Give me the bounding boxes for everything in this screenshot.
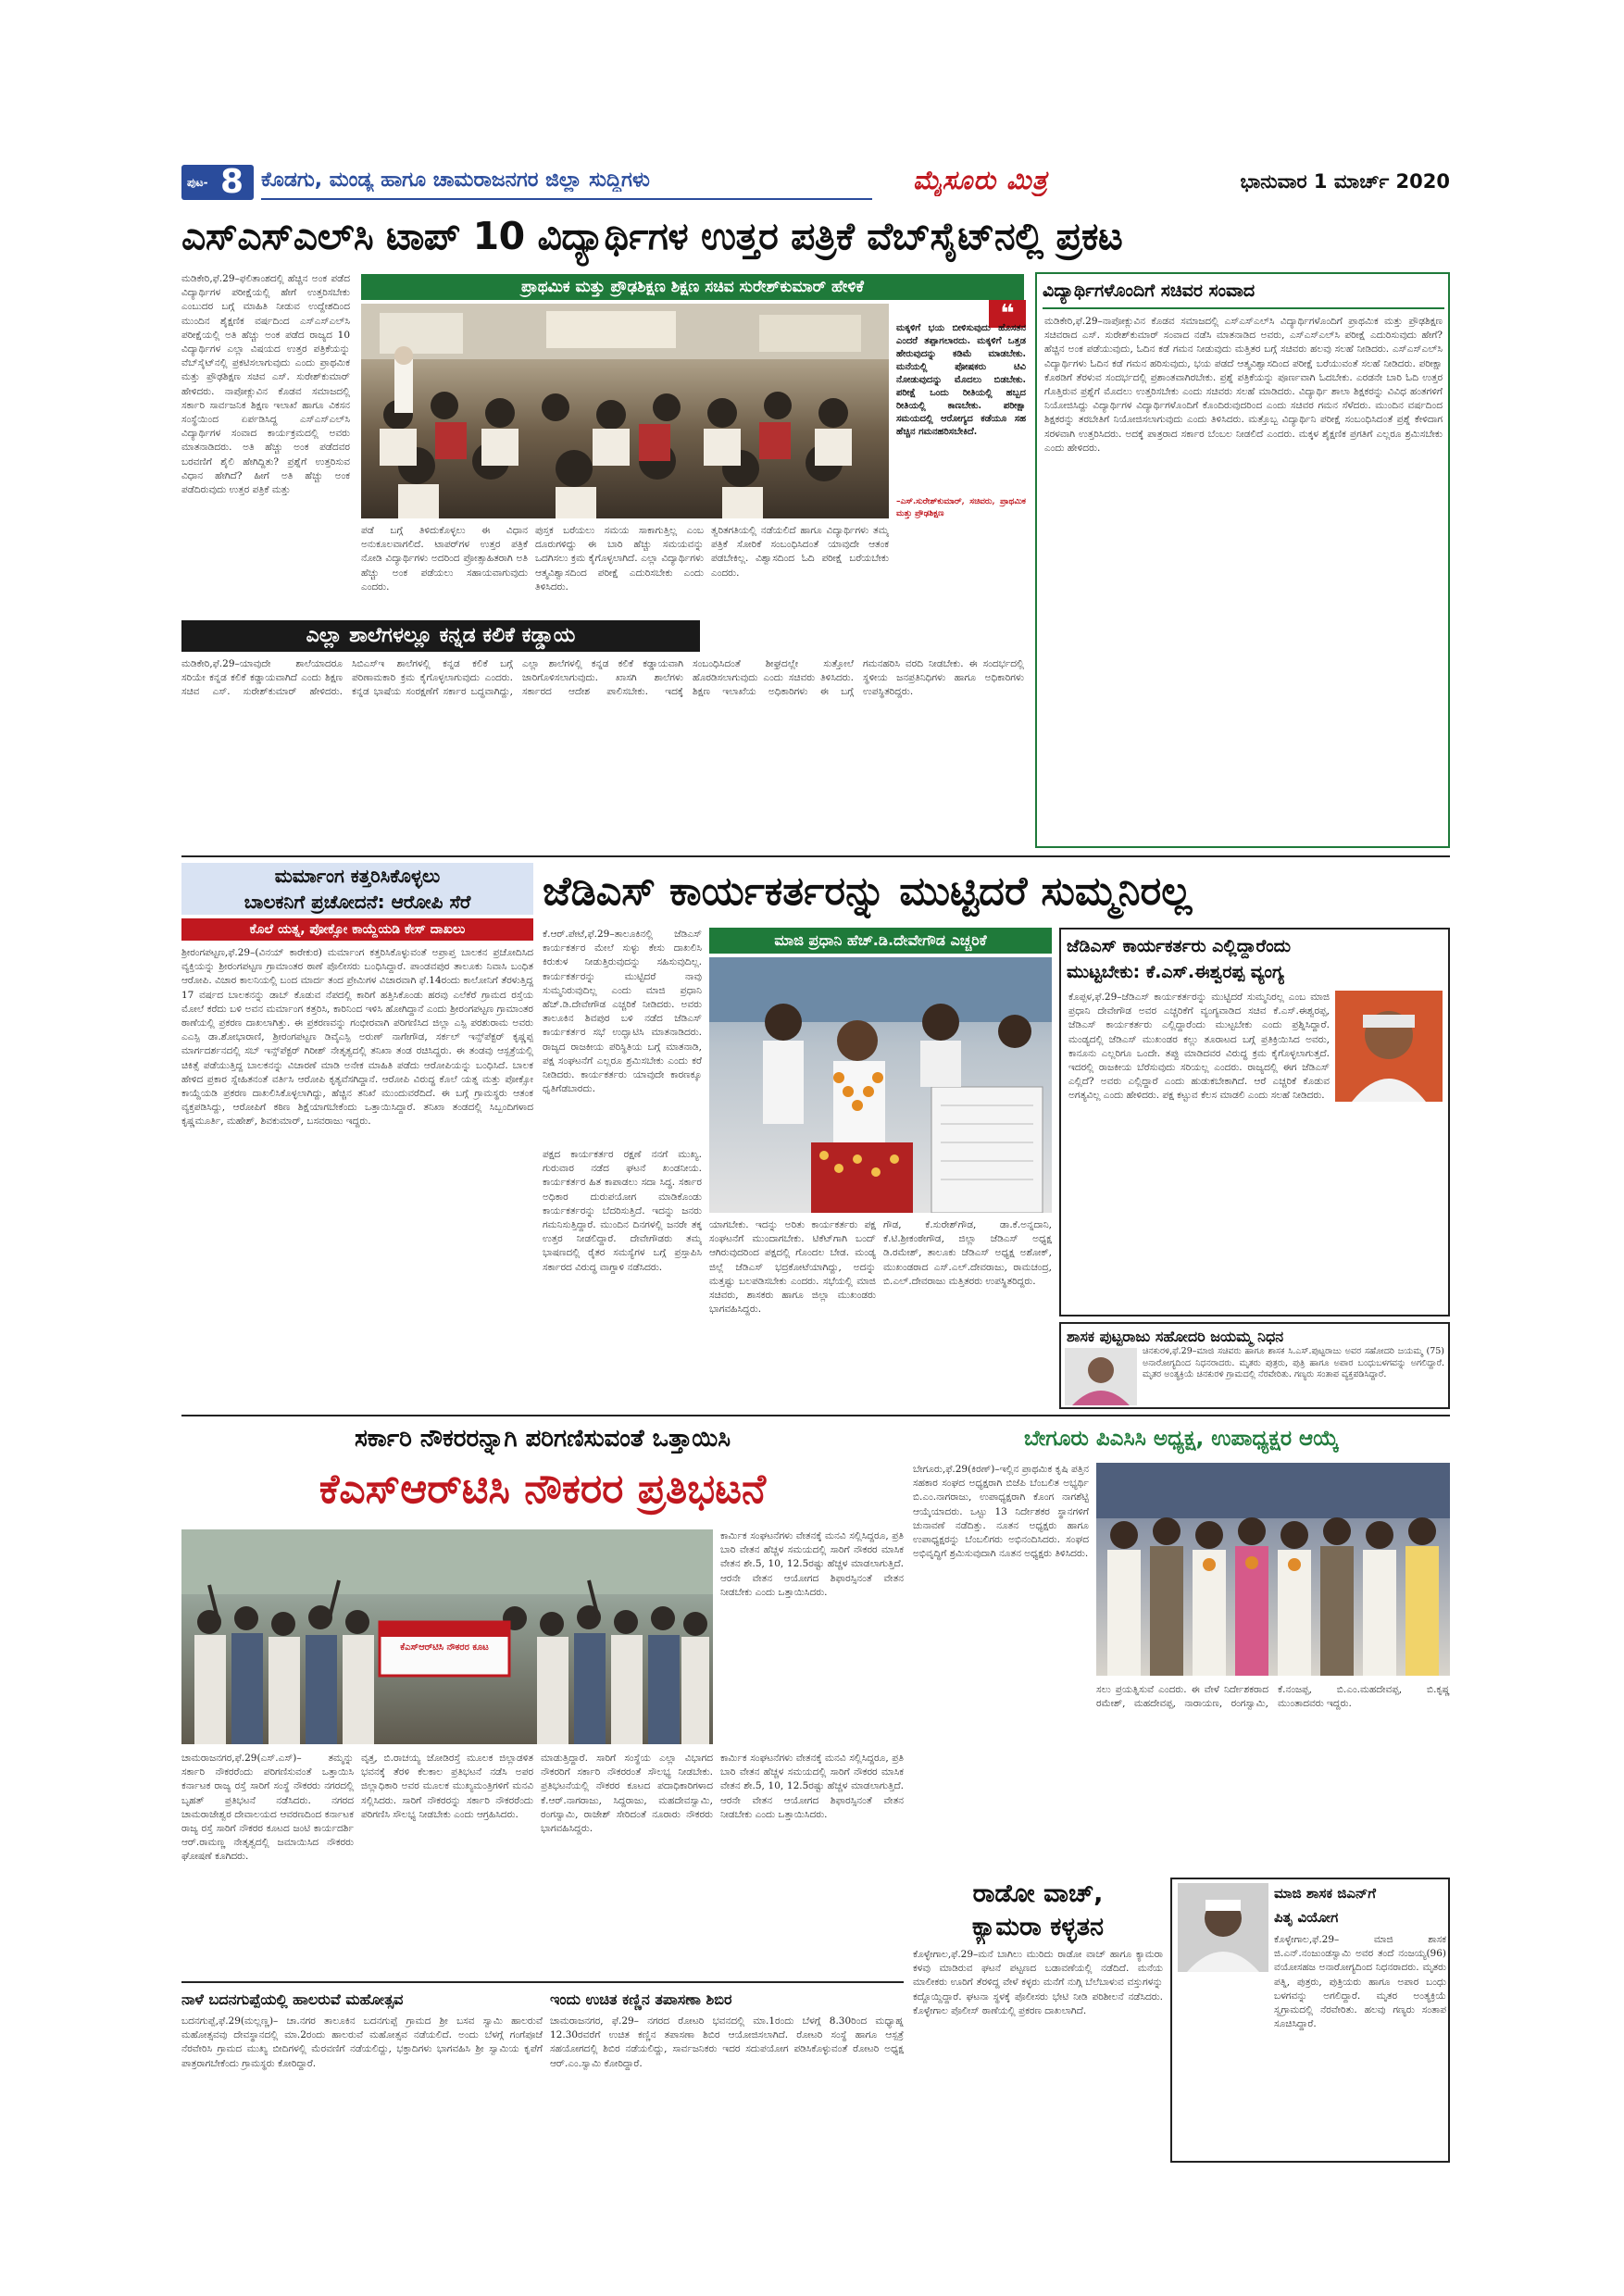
minister-quote-box [896, 300, 1026, 535]
minister-dialogue-box [1035, 272, 1450, 848]
festival-headline: ನಾಳೆ ಬದನಗುಪ್ಪೆಯಲ್ಲಿ ಹಾಲರುವೆ ಮಹೋತ್ಸವ [181, 1990, 404, 2008]
eshwarappa-headline-1: ಜೆಡಿಎಸ್ ಕಾರ್ಯಕರ್ತರು ಎಲ್ಲಿದ್ದಾರೆಂದು [1067, 936, 1291, 956]
eshwarappa-text: ಕೊಪ್ಪಳ,ಫೆ.29–ಜೆಡಿಎಸ್ ಕಾರ್ಯಕರ್ತರನ್ನು ಮುಟ್ಟಿದರೆ ಸುಮ್ಮನಿರಲ್ಲ ಎಂಬ ಮಾಜಿ ಪ್ರಧಾನಿ ದೇವೇಗೌಡ ಅವರ ಎಚ್ಚರಿಕೆಗೆ ವ್ಯಂಗ್ಯವಾಡಿದ ಸಚಿವ ಕೆ.ಎಸ್.ಈಶ್ವರಪ್ಪ, ಜೆಡಿಎಸ್ ಕಾರ್ಯಕರ್ತರು ಎಲ್ಲಿದ್ದಾರೆಂದು ಮುಟ್ಟಬೇಕು ಎಂದು ಪ್ರಶ್ನಿಸಿದ್ದಾರೆ. ಮಂಡ್ಯದಲ್ಲಿ ಜೆಡಿಎಸ್ ಮುಖಂಡರ ಕಲ್ಲು ತೂರಾಟದ ಬಗ್ಗೆ ಪ್ರತಿಕ್ರಿಯಿಸಿದ ಅವರು, ಕಾನೂನು ಎಲ್ಲರಿಗೂ ಒಂದೇ. ತಪ್ಪು ಮಾಡಿದವರ ವಿರುದ್ಧ ಕ್ರಮ ಕೈಗೊಳ್ಳಲಾಗುತ್ತದೆ. ಇದರಲ್ಲಿ ರಾಜಕೀಯ ಬೆರೆಸುವುದು ಸರಿಯಲ್ಲ ಎಂದರು. ರಾಜ್ಯದಲ್ಲಿ ಈಗ ಜೆಡಿಎಸ್ ಎಲ್ಲಿದೆ? ಅವರು ಎಲ್ಲಿದ್ದಾರೆ ಎಂದು ಹುಡುಕಬೇಕಾಗಿದೆ. ಆರೆ ಎಚ್ಚರಿಕೆ ಕೊಡುವ ಅಗತ್ಯವಿಲ್ಲ ಎಂದು ಹೇಳಿದರು. ಪಕ್ಷ ಕಟ್ಟುವ ಕೆಲಸ ಮಾಡಲಿ ಎಂದು ಸಲಹೆ ನೀಡಿದರು. [1068, 992, 1330, 1102]
eshwarappa-headline-2: ಮುಟ್ಟಬೇಕು: ಕೆ.ಎಸ್.ಈಶ್ವರಪ್ಪ ವ್ಯಂಗ್ಯ [1067, 962, 1284, 982]
jn-obit-box [1170, 1878, 1450, 2163]
portrait-illustration [1335, 991, 1443, 1102]
rally-stage-illustration [709, 957, 1052, 1213]
sslc-text-col3: ಪುಸ್ತಕ ಬರೆಯಲು ಸಮಯ ಸಾಕಾಗುತ್ತಿಲ್ಲ ಎಂಬ ದೂರುಗಳಿದ್ದು ಈ ಬಾರಿ ಹೆಚ್ಚು ಸಮಯವನ್ನು ಒದಗಿಸಲು ಕ್ರಮ ಕೈಗೊಳ್ಳಲಾಗಿದೆ. ಎಲ್ಲಾ ವಿದ್ಯಾರ್ಥಿಗಳು ಆತ್ಮವಿಶ್ವಾಸದಿಂದ ಪರೀಕ್ಷೆ ಎದುರಿಸಬೇಕು ಎಂದು ತಿಳಿಸಿದರು. [535, 525, 704, 593]
begur-text-left: ಬೇಗೂರು,ಫೆ.29(ಕಿರಣ್)–ಇಲ್ಲಿನ ಪ್ರಾಥಮಿಕ ಕೃಷಿ ಪತ್ತಿನ ಸಹಕಾರ ಸಂಘದ ಅಧ್ಯಕ್ಷರಾಗಿ ಬಿಜೆಪಿ ಬೆಂಬಲಿತ ಅಭ್ಯರ್ಥಿ ಬಿ.ಎಂ.ನಾಗರಾಜು, ಉಪಾಧ್ಯಕ್ಷರಾಗಿ ಕೊಂಗ ನಾಗಶೆಟ್ಟಿ ಆಯ್ಕೆಯಾದರು. ಒಟ್ಟು 13 ನಿರ್ದೇಶಕರ ಸ್ಥಾನಗಳಿಗೆ ಚುನಾವಣೆ ನಡೆದಿತ್ತು. ನೂತನ ಅಧ್ಯಕ್ಷರು ಹಾಗೂ ಉಪಾಧ್ಯಕ್ಷರನ್ನು ಬೆಂಬಲಿಗರು ಅಭಿನಂದಿಸಿದರು. ಸಂಘದ ಅಭಿವೃದ್ಧಿಗೆ ಶ್ರಮಿಸುವುದಾಗಿ ನೂತನ ಅಧ್ಯಕ್ಷರು ತಿಳಿಸಿದರು. [913, 1464, 1089, 1560]
quote-attribution: –ಎಸ್.ಸುರೇಶ್‌ಕುಮಾರ್, ಸಚಿವರು, ಪ್ರಾಥಮಿಕ ಮತ್ತು ಪ್ರೌಢಶಿಕ್ಷಣ [896, 497, 1026, 518]
issue-date: ಭಾನುವಾರ 1 ಮಾರ್ಚ್ 2020 [1240, 170, 1450, 193]
headline-sslc: ಎಸ್‌ಎಸ್‌ಎಲ್‌ಸಿ ಟಾಪ್ 10 ವಿದ್ಯಾರ್ಥಿಗಳ ಉತ್ತರ ಪತ್ರಿಕೆ ವೆಬ್‌ಸೈಟ್‌ನಲ್ಲಿ ಪ್ರಕಟ [181, 214, 1123, 258]
sslc-text-col4: ತ್ವರಿತಗತಿಯಲ್ಲಿ ನಡೆಯಲಿದೆ ಹಾಗೂ ವಿದ್ಯಾರ್ಥಿಗಳು ತಮ್ಮ ಪತ್ರಿಕೆ ಸೋರಿಕೆ ಸಂಬಂಧಿಸಿದಂತೆ ಯಾವುದೇ ಆತಂಕ ಪಡಬೇಕಿಲ್ಲ. ವಿಶ್ವಾಸದಿಂದ ಓದಿ ಪರೀಕ್ಷೆ ಬರೆಯಬೇಕು ಎಂದರು. [711, 525, 889, 579]
radio-text: ಕೊಳ್ಳೇಗಾಲ,ಫೆ.29–ಮನೆ ಬಾಗಿಲು ಮುರಿದು ರಾಡೋ ವಾಚ್ ಹಾಗೂ ಕ್ಯಾಮರಾ ಕಳವು ಮಾಡಿರುವ ಘಟನೆ ಪಟ್ಟಣದ ಬಡಾವಣೆಯಲ್ಲಿ ನಡೆದಿದೆ. ಮನೆಯ ಮಾಲೀಕರು ಊರಿಗೆ ತೆರಳಿದ್ದ ವೇಳೆ ಕಳ್ಳರು ಮನೆಗೆ ನುಗ್ಗಿ ಬೆಲೆಬಾಳುವ ವಸ್ತುಗಳನ್ನು ಕದ್ದೊಯ್ದಿದ್ದಾರೆ. ಘಟನಾ ಸ್ಥಳಕ್ಕೆ ಪೊಲೀಸರು ಭೇಟಿ ನೀಡಿ ಪರಿಶೀಲನೆ ನಡೆಸಿದರು. ಕೊಳ್ಳೇಗಾಲ ಪೊಲೀಸ್ ಠಾಣೆಯಲ್ಲಿ ಪ್ರಕರಣ ದಾಖಲಾಗಿದೆ. [913, 1949, 1163, 2016]
ksrtc-text-col-c: ವೃತ್ತ, ಬಿ.ರಾಚಯ್ಯ ಜೋಡಿರಸ್ತೆ ಮೂಲಕ ಜಿಲ್ಲಾಡಳಿತ ಭವನಕ್ಕೆ ತೆರಳಿ ಕೆಲಕಾಲ ಪ್ರತಿಭಟನೆ ನಡೆಸಿ ಅಪರ ಜಿಲ್ಲಾಧಿಕಾರಿ ಅವರ ಮೂಲಕ ಮುಖ್ಯಮಂತ್ರಿಗಳಿಗೆ ಮನವಿ ಸಲ್ಲಿಸಿದರು. ಸಾರಿಗೆ ನೌಕರರನ್ನು ಸರ್ಕಾರಿ ನೌಕರರೆಂದು ಪರಿಗಣಿಸಿ ಸೌಲಭ್ಯ ನೀಡಬೇಕು ಎಂದು ಆಗ್ರಹಿಸಿದರು. [361, 1753, 533, 1820]
marmanga-text: ಶ್ರೀರಂಗಪಟ್ಟಣ,ಫೆ.29–(ವಿನಯ್ ಕಾರೇಕುರ) ಮರ್ಮಾಂಗ ಕತ್ತರಿಸಿಕೊಳ್ಳುವಂತೆ ಅಪ್ರಾಪ್ತ ಬಾಲಕನ ಪ್ರಚೋದಿಸಿದ ವ್ಯಕ್ತಿಯನ್ನು ಶ್ರೀರಂಗಪಟ್ಟಣ ಗ್ರಾಮಾಂತರ ಠಾಣೆ ಪೊಲೀಸರು ಬಂಧಿಸಿದ್ದಾರೆ. ಪಾಂಡವಪುರ ತಾಲೂಕು ನಿವಾಸಿ ಬಂಧಿತ ಆರೋಪಿ. ವಿಚಾರ ಕಾಲನಿಯಲ್ಲಿ ಬಂದ ಮಾರ್ದ ತಂದ ಪ್ರೇಮಿಗಳ ವಿಚಾರವಾಗಿ ಫೆ.14ರಂದು ಕಾಲೋನಿಗೆ ತೆರಳುತ್ತಿದ್ದ 17 ವರ್ಷದ ಬಾಲಕನನ್ನು ಡಾಬ್ ಕೊಡುವ ನೆಪದಲ್ಲಿ ಕಾರಿಗೆ ಹತ್ತಿಸಿಕೊಂಡು ಹರವು ಎಲೆಕೆರೆ ಗ್ರಾಮದ ರಸ್ತೆಯ ಮೋಲೆ ಕರೆದು ಬಳಿ ಅವನ ಮರ್ಮಾಂಗ ಕತ್ತರಿಸಿ, ಕಾರಿನಿಂದ ಇಳಿಸಿ ಹೋಗಿದ್ದಾನೆ ಎಂದು ಶ್ರೀರಂಗಪಟ್ಟಣ ಗ್ರಾಮಾಂತರ ಠಾಣೆಯಲ್ಲಿ ಪ್ರಕರಣ ದಾಖಲಾಗಿತ್ತು. ಈ ಪ್ರಕರಣವನ್ನು ಗಂಭೀರವಾಗಿ ಪರಿಗಣಿಸಿದ ಜಿಲ್ಲಾ ಎಸ್ಪಿ ಪರಶುರಾಮ ಅವರು ಎಎಸ್ಪಿ ಡಾ.ಶೋಭಾರಾಣಿ, ಶ್ರೀರಂಗಪಟ್ಟಣ ಡಿವೈಎಸ್ಪಿ ಅರುಣ್ ನಾಗೇಗೌಡ, ಸರ್ಕಲ್ ಇನ್ಸ್‌ಪೆಕ್ಟರ್ ಕೃಷ್ಣಪ್ಪ ಮಾರ್ಗದರ್ಶನದಲ್ಲಿ ಸಬ್ ಇನ್ಸ್‌ಪೆಕ್ಟರ್ ಗಿರೀಶ್ ನೇತೃತ್ವದಲ್ಲಿ ತನಿಖಾ ತಂಡ ರಚಿಸಿದ್ದರು. ಈ ತಂಡವು ಆಸ್ಪತ್ರೆಯಲ್ಲಿ ಚಿಕಿತ್ಸೆ ಪಡೆಯುತ್ತಿದ್ದ ಬಾಲಕನನ್ನು ವಿಚಾರಣೆ ಮಾಡಿ ಅನೇಕ ಮಾಹಿತಿ ಪಡೆದು ಆರೋಪಿಯನ್ನು ಬಂಧಿಸಿದೆ. ಬಾಲಕ ಹೇಳಿದ ಪ್ರಕಾರ ಸ್ನೇಹಿತನಂತೆ ವರ್ತಿಸಿ ಆರೋಪಿ ಕೃತ್ಯವೆಸಗಿದ್ದಾನೆ. ಆರೋಪಿ ವಿರುದ್ಧ ಕೊಲೆ ಯತ್ನ ಮತ್ತು ಪೋಕ್ಸೋ ಕಾಯ್ದೆಯಡಿ ಪ್ರಕರಣ ದಾಖಲಿಸಿಕೊಳ್ಳಲಾಗಿದ್ದು, ಹೆಚ್ಚಿನ ತನಿಖೆ ಮುಂದುವರೆದಿದೆ. ಈ ಬಗ್ಗೆ ಗ್ರಾಮಸ್ಥರು ಆತಂಕ ವ್ಯಕ್ತಪಡಿಸಿದ್ದು, ಆರೋಪಿಗೆ ಕಠಿಣ ಶಿಕ್ಷೆಯಾಗಬೇಕೆಂದು ಒತ್ತಾಯಿಸಿದ್ದಾರೆ. ತನಿಖಾ ತಂಡದಲ್ಲಿ ಸಿಬ್ಬಂದಿಗಳಾದ ಕೃಷ್ಣಮೂರ್ತಿ, ಮಹೇಶ್, ಶಿವಕುಮಾರ್, ಬಸವರಾಜು ಇದ್ದರು. [181, 947, 533, 1128]
group-photo-illustration [1096, 1463, 1450, 1676]
marmanga-tag: ಕೊಲೆ ಯತ್ನ, ಪೋಕ್ಸೋ ಕಾಯ್ದೆಯಡಿ ಕೇಸ್ ದಾಖಲು [181, 918, 533, 941]
marmanga-headline-1: ಮರ್ಮಾಂಗ ಕತ್ತರಿಸಿಕೊಳ್ಳಲು [181, 863, 533, 889]
jn-obit-headline-1: ಮಾಜಿ ಶಾಸಕ ಜಿಎನ್‌ಗೆ [1274, 1885, 1376, 1902]
begur-headline: ಬೇಗೂರು ಪಿಎಸಿಸಿ ಅಧ್ಯಕ್ಷ, ಉಪಾಧ್ಯಕ್ಷರ ಆಯ್ಕೆ [1024, 1427, 1339, 1451]
kannada-headline: ಎಲ್ಲಾ ಶಾಲೆಗಳಲ್ಲೂ ಕನ್ನಡ ಕಲಿಕೆ ಕಡ್ಡಾಯ [181, 620, 700, 652]
protest-illustration [181, 1529, 713, 1744]
eyecamp-text: ಚಾಮರಾಜನಗರ, ಫೆ.29– ನಗರದ ರೋಟರಿ ಭವನದಲ್ಲಿ ಮಾ.1ರಂದು ಬೆಳಗ್ಗೆ 8.30ರಿಂದ ಮಧ್ಯಾಹ್ನ 12.30ರವರೆಗೆ ಉಚಿತ ಕಣ್ಣಿನ ತಪಾಸಣಾ ಶಿಬಿರ ಆಯೋಜಿಸಲಾಗಿದೆ. ರೋಟರಿ ಸಂಸ್ಥೆ ಹಾಗೂ ಆಸ್ಪತ್ರೆ ಸಹಯೋಗದಲ್ಲಿ ಶಿಬಿರ ನಡೆಯಲಿದ್ದು, ಸಾರ್ವಜನಿಕರು ಇದರ ಸದುಪಯೋಗ ಪಡಿಸಿಕೊಳ್ಳುವಂತೆ ರೋಟರಿ ಅಧ್ಯಕ್ಷ ಆರ್.ಎಂ.ಸ್ವಾಮಿ ಕೋರಿದ್ದಾರೆ. [550, 2015, 904, 2069]
section-divider-1 [181, 855, 1450, 857]
jds-text-col-a: ಕೆ.ಆರ್.ಪೇಟೆ,ಫೆ.29–ತಾಲೂಕಿನಲ್ಲಿ ಜೆಡಿಎಸ್ ಕಾರ್ಯಕರ್ತರ ಮೇಲೆ ಸುಳ್ಳು ಕೇಸು ದಾಖಲಿಸಿ ಕಿರುಕುಳ ನೀಡುತ್ತಿರುವುದನ್ನು ಸಹಿಸುವುದಿಲ್ಲ. ಕಾರ್ಯಕರ್ತರನ್ನು ಮುಟ್ಟಿದರೆ ನಾವು ಸುಮ್ಮನಿರುವುದಿಲ್ಲ ಎಂದು ಮಾಜಿ ಪ್ರಧಾನಿ ಹೆಚ್.ಡಿ.ದೇವೇಗೌಡ ಎಚ್ಚರಿಕೆ ನೀಡಿದರು. ಅವರು ತಾಲೂಕಿನ ಶಿವಪುರ ಬಳಿ ನಡೆದ ಜೆಡಿಎಸ್ ಕಾರ್ಯಕರ್ತರ ಸಭೆ ಉದ್ಘಾಟಿಸಿ ಮಾತನಾಡಿದರು. ರಾಜ್ಯದ ರಾಜಕೀಯ ಪರಿಸ್ಥಿತಿಯ ಬಗ್ಗೆ ಮಾತನಾಡಿ, ಪಕ್ಷ ಸಂಘಟನೆಗೆ ಎಲ್ಲರೂ ಶ್ರಮಿಸಬೇಕು ಎಂದು ಕರೆ ನೀಡಿದರು. ಕಾರ್ಯಕರ್ತರು ಯಾವುದೇ ಕಾರಣಕ್ಕೂ ಧೃತಿಗೆಡಬಾರದು. [543, 929, 702, 1095]
eshwarappa-portrait [1335, 991, 1443, 1102]
obit-portrait-illustration [1065, 1348, 1137, 1405]
minister-dialogue-text: ಮಡಿಕೇರಿ,ಫೆ.29–ನಾಪೋಕ್ಲುವಿನ ಕೊಡವ ಸಮಾಜದಲ್ಲಿ ಎಸ್‌ಎಸ್‌ಎಲ್‌ಸಿ ವಿದ್ಯಾರ್ಥಿಗಳೊಂದಿಗೆ ಪ್ರಾಥಮಿಕ ಮತ್ತು ಪ್ರೌಢಶಿಕ್ಷಣ ಸಚಿವರಾದ ಎಸ್. ಸುರೇಶ್‌ಕುಮಾರ್ ಸಂವಾದ ನಡೆಸಿ ಮಾತನಾಡಿದ ಅವರು, ಎಸ್‌ಎಸ್‌ಎಲ್‌ಸಿ ಪರೀಕ್ಷೆ ಎದುರಿಸುವುದು ಹೇಗೆ? ಹೆಚ್ಚಿನ ಅಂಕ ಪಡೆಯುವುದು, ಓದಿನ ಕಡೆ ಗಮನ ನೀಡುವುದು ಮತ್ತಿತರ ಬಗ್ಗೆ ಸಚಿವರು ಹಲವು ಸಲಹೆ ನೀಡಿದರು. ಎಸ್‌ಎಸ್‌ಎಲ್‌ಸಿ ವಿದ್ಯಾರ್ಥಿಗಳು ಓದಿನ ಕಡೆ ಗಮನ ಹರಿಸುವುದು, ಭಯ ಪಡದೆ ಆತ್ಮವಿಶ್ವಾಸದಿಂದ ಪರೀಕ್ಷೆ ಬರೆಯುವಂತೆ ಸಲಹೆ ನೀಡಿದರು. ಪರೀಕ್ಷಾ ಕೊಠಡಿಗೆ ತೆರಳುವ ಸಂದರ್ಭದಲ್ಲಿ ಪ್ರಶಾಂತವಾಗಿರಬೇಕು. ಪ್ರಶ್ನೆ ಪತ್ರಿಕೆಯನ್ನು ಪೂರ್ಣವಾಗಿ ಓದಬೇಕು. ಎರಡನೇ ಬಾರಿ ಓದಿ ಉತ್ತರ ಗೊತ್ತಿರುವ ಪ್ರಶ್ನೆಗೆ ಮೊದಲು ಉತ್ತರಿಸಬೇಕು ಎಂದು ಸಚಿವರು ಸಲಹೆ ಮಾಡಿದರು. ವಿದ್ಯಾರ್ಥಿ ಶಾಲಾ ಶಿಕ್ಷಕರನ್ನು ವಿವಿಧ ಹಂತಗಳಿಗೆ ನಿಯೋಜಿಸಿದ್ದು ವಿದ್ಯಾರ್ಥಿಗಳ ವಿದ್ಯಾರ್ಥಿಗಳೊಂದಿಗೆ ಕೊಂದಿರುವುದರಿಂದ ಎಂದು ಸಚಿವರ ಗಮನ ಸೆಳೆದರು. ಮುಂದಿನ ವರ್ಷದಿಂದ ಶಿಕ್ಷಕರನ್ನು ತರಬೇತಿಗೆ ನಿಯೋಜಿಸಲಾಗುವುದು ಎಂದು ತಿಳಿಸಿದರು. ಮತ್ತೊಬ್ಬ ವಿದ್ಯಾರ್ಥಿನಿ ಪರೀಕ್ಷೆ ಸಂಬಂಧಿಸಿದಂತೆ ಪ್ರಶ್ನೆ ಕೇಳಿದಾಗ ಸರಳವಾಗಿ ಉತ್ತರಿಸಿದರು. ಅದಕ್ಕೆ ಪಾತ್ರರಾದ ಸರ್ಕಾರ ಬೆಂಬಲ ನೀಡಲಿದೆ ಎಂದರು. ಮಕ್ಕಳ ಶೈಕ್ಷಣಿಕ ಪ್ರಗತಿಗೆ ಎಲ್ಲರೂ ಶ್ರಮಿಸಬೇಕು ಎಂದು ಹೇಳಿದರು. [1044, 316, 1443, 454]
page-number-badge [181, 165, 254, 200]
ksrtc-text-col-d: ಮಾಡುತ್ತಿದ್ದಾರೆ. ಸಾರಿಗೆ ಸಂಸ್ಥೆಯ ಎಲ್ಲಾ ವಿಭಾಗದ ನೌಕರರಿಗೆ ಸರ್ಕಾರಿ ನೌಕರರಂತೆ ಸೌಲಭ್ಯ ನೀಡಬೇಕು. ಪ್ರತಿಭಟನೆಯಲ್ಲಿ ನೌಕರರ ಕೂಟದ ಪದಾಧಿಕಾರಿಗಳಾದ ಕೆ.ಆರ್.ನಾಗರಾಜು, ಸಿದ್ದರಾಜು, ಮಹದೇವಸ್ವಾಮಿ, ರಂಗಸ್ವಾಮಿ, ರಾಜೇಶ್ ಸೇರಿದಂತೆ ನೂರಾರು ನೌಕರರು ಭಾಗವಹಿಸಿದ್ದರು. [541, 1753, 713, 1835]
jn-obit-headline-2: ಪಿತೃ ವಿಯೋಗ [1274, 1909, 1339, 1926]
minister-dialogue-headline: ವಿದ್ಯಾರ್ಥಿಗಳೊಂದಿಗೆ ಸಚಿವರ ಸಂವಾದ [1043, 281, 1255, 301]
marmanga-box [181, 863, 533, 1409]
page-header [181, 165, 1450, 200]
ksrtc-headline: ಕೆಎಸ್‌ಆರ್‌ಟಿಸಿ ನೌಕರರ ಪ್ರತಿಭಟನೆ [319, 1466, 767, 1513]
eshwarappa-box [1059, 928, 1450, 1316]
jn-obit-text: ಕೊಳ್ಳೇಗಾಲ,ಫೆ.29– ಮಾಜಿ ಶಾಸಕ ಜಿ.ಎನ್.ನಂಜುಂಡಸ್ವಾಮಿ ಅವರ ತಂದೆ ನಂಜಯ್ಯ(96) ವಯೋಸಹಜ ಅನಾರೋಗ್ಯದಿಂದ ನಿಧನರಾದರು. ಮೃತರು ಪತ್ನಿ, ಪುತ್ರರು, ಪುತ್ರಿಯರು ಹಾಗೂ ಅಪಾರ ಬಂಧು ಬಳಗವನ್ನು ಅಗಲಿದ್ದಾರೆ. ಮೃತರ ಅಂತ್ಯಕ್ರಿಯೆ ಸ್ವಗ್ರಾಮದಲ್ಲಿ ನೆರವೇರಿತು. ಹಲವು ಗಣ್ಯರು ಸಂತಾಪ ಸೂಚಿಸಿದ್ದಾರೆ. [1274, 1934, 1446, 2030]
ksrtc-text-col-e: ಕಾರ್ಮಿಕ ಸಂಘಟನೆಗಳು ವೇತನಕ್ಕೆ ಮನವಿ ಸಲ್ಲಿಸಿದ್ದರೂ, ಪ್ರತಿ ಬಾರಿ ವೇತನ ಹೆಚ್ಚಳ ಸಮಯದಲ್ಲಿ ಸಾರಿಗೆ ನೌಕರರ ಮಾಸಿಕ ವೇತನ ಶೇ.5, 10, 12.5ರಷ್ಟು ಹೆಚ್ಚಳ ಮಾಡಲಾಗುತ್ತಿದೆ. ಆರನೇ ವೇತನ ಆಯೋಗದ ಶಿಫಾರಸ್ಸಿನಂತೆ ವೇತನ ನೀಡಬೇಕು ಎಂದು ಒತ್ತಾಯಿಸಿದರು. [720, 1753, 904, 1820]
ksrtc-text-col-a: ಕಾರ್ಮಿಕ ಸಂಘಟನೆಗಳು ವೇತನಕ್ಕೆ ಮನವಿ ಸಲ್ಲಿಸಿದ್ದರೂ, ಪ್ರತಿ ಬಾರಿ ವೇತನ ಹೆಚ್ಚಳ ಸಮಯದಲ್ಲಿ ಸಾರಿಗೆ ನೌಕರರ ಮಾಸಿಕ ವೇತನ ಶೇ.5, 10, 12.5ರಷ್ಟು ಹೆಚ್ಚಳ ಮಾಡಲಾಗುತ್ತಿದೆ. ಆರನೇ ವೇತನ ಆಯೋಗದ ಶಿಫಾರಸ್ಸಿನಂತೆ ವೇತನ ನೀಡಬೇಕು ಎಂದು ಒತ್ತಾಯಿಸಿದರು. [720, 1530, 904, 1598]
jds-text-col-d: ಗೌಡ, ಕೆ.ಸುರೇಶ್‌ಗೌಡ, ಡಾ.ಕೆ.ಅನ್ನದಾನಿ, ಕೆ.ಟಿ.ಶ್ರೀಕಂಠೇಗೌಡ, ಜಿಲ್ಲಾ ಜೆಡಿಎಸ್ ಅಧ್ಯಕ್ಷ ಡಿ.ರಮೇಶ್, ತಾಲೂಕು ಜೆಡಿಎಸ್ ಅಧ್ಯಕ್ಷ ಅಶೋಕ್, ಮುಖಂಡರಾದ ಎಸ್.ಎಲ್.ದೇವರಾಜು, ರಾಮಚಂದ್ರ, ಬಿ.ಎಲ್.ದೇವರಾಜು ಮತ್ತಿತರರು ಉಪಸ್ಥಿತರಿದ್ದರು. [883, 1219, 1052, 1287]
sslc-classroom-photo [361, 304, 889, 518]
nanjayya-portrait [1178, 1883, 1268, 1972]
eyecamp-headline: ಇಂದು ಉಚಿತ ಕಣ್ಣಿನ ತಪಾಸಣಾ ಶಿಬಿರ [550, 1990, 732, 2008]
quote-text: ಮಕ್ಕಳಿಗೆ ಭಯ ಬೀಳಿಸುವುದು ಹೊಸತನ ಎಂದರೆ ತಪ್ಪಾಗಲಾರದು. ಮಕ್ಕಳಿಗೆ ಒತ್ತಡ ಹೇರುವುದನ್ನು ಕಡಿಮೆ ಮಾಡಬೇಕು. ಮನೆಯಲ್ಲಿ ಪೋಷಕರು ಟಿವಿ ನೋಡುವುದನ್ನು ಮೊದಲು ಬಿಡಬೇಕು. ಪರೀಕ್ಷೆ ಒಂದು ರೀತಿಯಲ್ಲಿ ಹಬ್ಬದ ರೀತಿಯಲ್ಲಿ ಕಾಣಬೇಕು. ಪರೀಕ್ಷಾ ಸಮಯದಲ್ಲಿ ಆರೋಗ್ಯದ ಕಡೆಯೂ ಸಹ ಹೆಚ್ಚಿನ ಗಮನಹರಿಸಬೇಕಿದೆ. [896, 323, 1026, 437]
sslc-text-col2: ಪಡೆ ಬಗ್ಗೆ ತಿಳಿದುಕೊಳ್ಳಲು ಈ ವಿಧಾನ ಅನುಕೂಲವಾಗಲಿದೆ. ಟಾಪರ್‌ಗಳ ಉತ್ತರ ಪತ್ರಿಕೆ ನೋಡಿ ವಿದ್ಯಾರ್ಥಿಗಳು ಅದರಿಂದ ಪ್ರೋತ್ಸಾಹಿತರಾಗಿ ಅತಿ ಹೆಚ್ಚು ಅಂಕ ಪಡೆಯಲು ಸಹಾಯವಾಗುವುದು ಎಂದರು. [361, 525, 528, 593]
jds-text-col-c: ಯಾಗಬೇಕು. ಇದನ್ನು ಅರಿತು ಕಾರ್ಯಕರ್ತರು ಪಕ್ಷ ಸಂಘಟನೆಗೆ ಮುಂದಾಗಬೇಕು. ಟಿಕೆಟ್‌ಗಾಗಿ ಬಂದ್ ಆಗಿರುವುದರಿಂದ ಪಕ್ಷದಲ್ಲಿ ಗೊಂದಲ ಬೇಡ. ಮಂಡ್ಯ ಜಿಲ್ಲೆ ಜೆಡಿಎಸ್ ಭದ್ರಕೋಟೆಯಾಗಿದ್ದು, ಅದನ್ನು ಮತ್ತಷ್ಟು ಬಲಪಡಿಸಬೇಕು ಎಂದರು. ಸಭೆಯಲ್ಲಿ ಮಾಜಿ ಸಚಿವರು, ಶಾಸಕರು ಹಾಗೂ ಜಿಲ್ಲಾ ಮುಖಂಡರು ಭಾಗವಹಿಸಿದ್ದರು. [709, 1219, 876, 1316]
classroom-illustration [361, 304, 889, 518]
dialogue-divider [1043, 307, 1444, 309]
jds-subhead: ಮಾಜಿ ಪ್ರಧಾನಿ ಹೆಚ್.ಡಿ.ದೇವೇಗೌಡ ಎಚ್ಚರಿಕೆ [709, 928, 1052, 954]
masthead-logo: ಮೈಸೂರು ಮಿತ್ರ [913, 165, 1048, 195]
obituary-text: ಚಿನಕುರಳಿ,ಫೆ.29–ಮಾಜಿ ಸಚಿವರು ಹಾಗೂ ಶಾಸಕ ಸಿ.ಎಸ್.ಪುಟ್ಟರಾಜು ಅವರ ಸಹೋದರಿ ಜಯಮ್ಮ (75) ಅನಾರೋಗ್ಯದಿಂದ ನಿಧನರಾದರು. ಮೃತರು ಪುತ್ರರು, ಪುತ್ರಿ ಹಾಗೂ ಅಪಾರ ಬಂಧುಬಳಗವನ್ನು ಅಗಲಿದ್ದಾರೆ. ಮೃತರ ಅಂತ್ಯಕ್ರಿಯೆ ಚಿನಕುರಳಿ ಗ್ರಾಮದಲ್ಲಿ ನೆರವೇರಿತು. ಗಣ್ಯರು ಸಂತಾಪ ವ್ಯಕ್ತಪಡಿಸಿದ್ದಾರೆ. [1143, 1346, 1444, 1379]
festival-text: ಬದನಗುಪ್ಪೆ,ಫೆ.29(ಮಲ್ಲಣ್ಣ)– ಚಾ.ನಗರ ತಾಲೂಕಿನ ಬದನಗುಪ್ಪೆ ಗ್ರಾಮದ ಶ್ರೀ ಬಸವ ಸ್ವಾಮಿ ಹಾಲರುವೆ ಮಹೋತ್ಸವವು ದೇವಸ್ಥಾನದಲ್ಲಿ ಮಾ.2ರಂದು ಹಾಲರುವೆ ಮಹೋತ್ಸವ ನಡೆಯಲಿದೆ. ಅಂದು ಬೆಳಗ್ಗೆ ಗಂಗೆಪೂಜೆ ನೆರವೇರಿಸಿ ಗ್ರಾಮದ ಮುಖ್ಯ ಬೀದಿಗಳಲ್ಲಿ ಮೆರವಣಿಗೆ ನಡೆಯಲಿದ್ದು, ಭಕ್ತಾದಿಗಳು ಭಾಗವಹಿಸಿ ಶ್ರೀ ಸ್ವಾಮಿಯ ಕೃಪೆಗೆ ಪಾತ್ರರಾಗಬೇಕೆಂದು ಗ್ರಾಮಸ್ಥರು ಕೋರಿದ್ದಾರೆ. [181, 2015, 543, 2069]
header-underline [261, 198, 872, 200]
jds-headline: ಜೆಡಿಎಸ್ ಕಾರ್ಯಕರ್ತರನ್ನು ಮುಟ್ಟಿದರೆ ಸುಮ್ಮನಿರಲ್ಲ [543, 868, 1193, 915]
page-label: ಪುಟ- [187, 176, 208, 189]
jayamma-portrait [1065, 1348, 1137, 1405]
protest-banner-text: ಕೆಎಸ್‌ಆರ್‌ಟಿಸಿ ನೌಕರರ ಕೂಟ [400, 1642, 489, 1653]
jds-text-col-b: ಪಕ್ಷದ ಕಾರ್ಯಕರ್ತರ ರಕ್ಷಣೆ ನನಗೆ ಮುಖ್ಯ. ಗುರುವಾರ ನಡೆದ ಘಟನೆ ಖಂಡನೀಯ. ಕಾರ್ಯಕರ್ತರ ಹಿತ ಕಾಪಾಡಲು ಸದಾ ಸಿದ್ಧ. ಸರ್ಕಾರ ಅಧಿಕಾರ ದುರುಪಯೋಗ ಮಾಡಿಕೊಂಡು ಕಾರ್ಯಕರ್ತರನ್ನು ಬೆದರಿಸುತ್ತಿದೆ. ಇದನ್ನು ಜನರು ಗಮನಿಸುತ್ತಿದ್ದಾರೆ. ಮುಂದಿನ ದಿನಗಳಲ್ಲಿ ಜನರೇ ತಕ್ಕ ಉತ್ತರ ನೀಡಲಿದ್ದಾರೆ. ದೇವೇಗೌಡರು ತಮ್ಮ ಭಾಷಣದಲ್ಲಿ ರೈತರ ಸಮಸ್ಯೆಗಳ ಬಗ್ಗೆ ಪ್ರಸ್ತಾಪಿಸಿ ಸರ್ಕಾರದ ವಿರುದ್ಧ ವಾಗ್ದಾಳಿ ನಡೆಸಿದರು. [543, 1149, 702, 1273]
radio-headline-2: ಕ್ಯಾಮರಾ ಕಳ್ಳತನ [971, 1913, 1105, 1941]
jn-portrait-illustration [1178, 1883, 1268, 1972]
ksrtc-kicker: ಸರ್ಕಾರಿ ನೌಕರರನ್ನಾಗಿ ಪರಿಗಣಿಸುವಂತೆ ಒತ್ತಾಯಿಸಿ [354, 1425, 731, 1453]
begur-text-right: ಸಲು ಪ್ರಯತ್ನಿಸುವೆ ಎಂದರು. ಈ ವೇಳೆ ನಿರ್ದೇಶಕರಾದ ರಮೇಶ್, ಮಹದೇವಪ್ಪ, ನಾರಾಯಣ, ರಂಗಸ್ವಾಮಿ, ಕೆ.ನಂಜಪ್ಪ, ಬಿ.ಎಂ.ಮಹದೇವಪ್ಪ, ಬಿ.ಕೃಷ್ಣ ಮುಂತಾದವರು ಇದ್ದರು. [1096, 1684, 1450, 1710]
quote-marks-icon: ❝ [989, 300, 1026, 328]
ksrtc-text-col-b: ಚಾಮರಾಜನಗರ,ಫೆ.29(ಎಸ್.ಎಸ್)– ತಮ್ಮನ್ನು ಸರ್ಕಾರಿ ನೌಕರರೆಂದು ಪರಿಗಣಿಸುವಂತೆ ಒತ್ತಾಯಿಸಿ ಕರ್ನಾಟಕ ರಾಜ್ಯ ರಸ್ತೆ ಸಾರಿಗೆ ಸಂಸ್ಥೆ ನೌಕರರು ನಗರದಲ್ಲಿ ಬೃಹತ್ ಪ್ರತಿಭಟನೆ ನಡೆಸಿದರು. ನಗರದ ಚಾಮರಾಜೇಶ್ವರ ದೇವಾಲಯದ ಆವರಣದಿಂದ ಕರ್ನಾಟಕ ರಾಜ್ಯ ರಸ್ತೆ ಸಾರಿಗೆ ನೌಕರರ ಕೂಟದ ಜಂಟಿ ಕಾರ್ಯದರ್ಶಿ ಆರ್.ರಾಮಣ್ಣ ನೇತೃತ್ವದಲ್ಲಿ ಜಮಾಯಿಸಿದ ನೌಕರರು ಘೋಷಣೆ ಕೂಗಿದರು. [181, 1753, 354, 1863]
deve-gowda-rally-photo [709, 957, 1052, 1213]
page-number: 8 [220, 163, 244, 201]
begur-group-photo [1096, 1463, 1450, 1676]
ksrtc-protest-photo [181, 1529, 713, 1744]
radio-headline-1: ರಾಡೋ ವಾಚ್, [972, 1879, 1104, 1908]
marmanga-headline-2: ಬಾಲಕನಿಗೆ ಪ್ರಚೋದನೆ: ಆರೋಪಿ ಸೆರೆ [181, 889, 533, 915]
section-title: ಕೊಡಗು, ಮಂಡ್ಯ ಹಾಗೂ ಚಾಮರಾಜನಗರ ಜಿಲ್ಲಾ ಸುದ್ದಿಗಳು [261, 168, 650, 192]
sslc-text-col1: ಮಡಿಕೇರಿ,ಫೆ.29–ಫಲಿತಾಂಶದಲ್ಲಿ ಹೆಚ್ಚಿನ ಅಂಕ ಪಡೆದ ವಿದ್ಯಾರ್ಥಿಗಳ ಪರೀಕ್ಷೆಯಲ್ಲಿ ಹೇಗೆ ಉತ್ತರಿಸಬೇಕು ಎಂಬುದರ ಬಗ್ಗೆ ಮಾಹಿತಿ ನೀಡುವ ಉದ್ದೇಶದಿಂದ ಮುಂದಿನ ಶೈಕ್ಷಣಿಕ ವರ್ಷದಿಂದ ಎಸ್‌ಎಸ್‌ಎಲ್‌ಸಿ ಪರೀಕ್ಷೆಯಲ್ಲಿ ಅತಿ ಹೆಚ್ಚು ಅಂಕ ಪಡೆದ ರಾಜ್ಯದ 10 ವಿದ್ಯಾರ್ಥಿಗಳ ಎಲ್ಲಾ ವಿಷಯದ ಉತ್ತರ ಪತ್ರಿಕೆಯನ್ನು ವೆಬ್‌ಸೈಟ್‌ನಲ್ಲಿ ಪ್ರಕಟಿಸಲಾಗುವುದು ಎಂದು ಪ್ರಾಥಮಿಕ ಮತ್ತು ಪ್ರೌಢಶಿಕ್ಷಣ ಸಚಿವ ಎಸ್. ಸುರೇಶ್‌ಕುಮಾರ್ ಹೇಳಿದರು. ನಾಪೋಕ್ಲುವಿನ ಕೊಡವ ಸಮಾಜದಲ್ಲಿ ಸರ್ಕಾರಿ ಸಾರ್ವಜನಿಕ ಶಿಕ್ಷಣ ಇಲಾಖೆ ಹಾಗೂ ವಿಕಸನ ಸಂಸ್ಥೆಯಿಂದ ಏರ್ಪಡಿಸಿದ್ದ ಎಸ್‌ಎಸ್‌ಎಲ್‌ಸಿ ವಿದ್ಯಾರ್ಥಿಗಳ ಸಂವಾದ ಕಾರ್ಯಕ್ರಮದಲ್ಲಿ ಅವರು ಮಾತನಾಡಿದರು. ಅತಿ ಹೆಚ್ಚು ಅಂಕ ಪಡೆದವರ ಬರವಣಿಗೆ ಶೈಲಿ ಹೇಗಿದ್ದಿತು? ಪ್ರಶ್ನೆಗೆ ಉತ್ತರಿಸುವ ವಿಧಾನ ಹೇಗಿದೆ? ಹೀಗೆ ಅತಿ ಹೆಚ್ಚು ಅಂಕ ಪಡೆದಿರುವುದು ಉತ್ತರ ಪತ್ರಿಕೆ ಮತ್ತು [181, 273, 350, 496]
section-divider-2 [181, 1415, 1450, 1416]
sslc-subhead: ಪ್ರಾಥಮಿಕ ಮತ್ತು ಪ್ರೌಢಶಿಕ್ಷಣ ಶಿಕ್ಷಣ ಸಚಿವ ಸುರೇಶ್‌ಕುಮಾರ್ ಹೇಳಿಕೆ [361, 274, 1024, 300]
obituary-headline: ಶಾಸಕ ಪುಟ್ಟರಾಜು ಸಹೋದರಿ ಜಯಮ್ಮ ನಿಧನ [1067, 1328, 1284, 1345]
kannada-text: ಮಡಿಕೇರಿ,ಫೆ.29–ಯಾವುದೇ ಶಾಲೆಯಾದರೂ ಸರಿಯೇ ಕನ್ನಡ ಕಲಿಕೆ ಕಡ್ಡಾಯವಾಗಿದೆ ಎಂದು ಶಿಕ್ಷಣ ಸಚಿವ ಎಸ್. ಸುರೇಶ್‌ಕುಮಾರ್ ಹೇಳಿದರು. ಸಿಬಿಎಸ್‌ಇ ಶಾಲೆಗಳಲ್ಲಿ ಕನ್ನಡ ಕಲಿಕೆ ಬಗ್ಗೆ ಪರಿಣಾಮಕಾರಿ ಕ್ರಮ ಕೈಗೊಳ್ಳಲಾಗುವುದು ಎಂದರು. ಕನ್ನಡ ಭಾಷೆಯ ಸಂರಕ್ಷಣೆಗೆ ಸರ್ಕಾರ ಬದ್ಧವಾಗಿದ್ದು, ಎಲ್ಲಾ ಶಾಲೆಗಳಲ್ಲಿ ಕನ್ನಡ ಕಲಿಕೆ ಕಡ್ಡಾಯವಾಗಿ ಜಾರಿಗೊಳಿಸಲಾಗುವುದು. ಖಾಸಗಿ ಶಾಲೆಗಳು ಸರ್ಕಾರದ ಆದೇಶ ಪಾಲಿಸಬೇಕು. ಇದಕ್ಕೆ ಸಂಬಂಧಿಸಿದಂತೆ ಶೀಘ್ರದಲ್ಲೇ ಸುತ್ತೋಲೆ ಹೊರಡಿಸಲಾಗುವುದು ಎಂದು ಸಚಿವರು ತಿಳಿಸಿದರು. ಶಿಕ್ಷಣ ಇಲಾಖೆಯ ಅಧಿಕಾರಿಗಳು ಈ ಬಗ್ಗೆ ಗಮನಹರಿಸಿ ವರದಿ ನೀಡಬೇಕು. ಈ ಸಂದರ್ಭದಲ್ಲಿ ಸ್ಥಳೀಯ ಜನಪ್ರತಿನಿಧಿಗಳು ಹಾಗೂ ಅಧಿಕಾರಿಗಳು ಉಪಸ್ಥಿತರಿದ್ದರು. [181, 658, 1024, 698]
section-divider-3 [181, 1981, 904, 1983]
